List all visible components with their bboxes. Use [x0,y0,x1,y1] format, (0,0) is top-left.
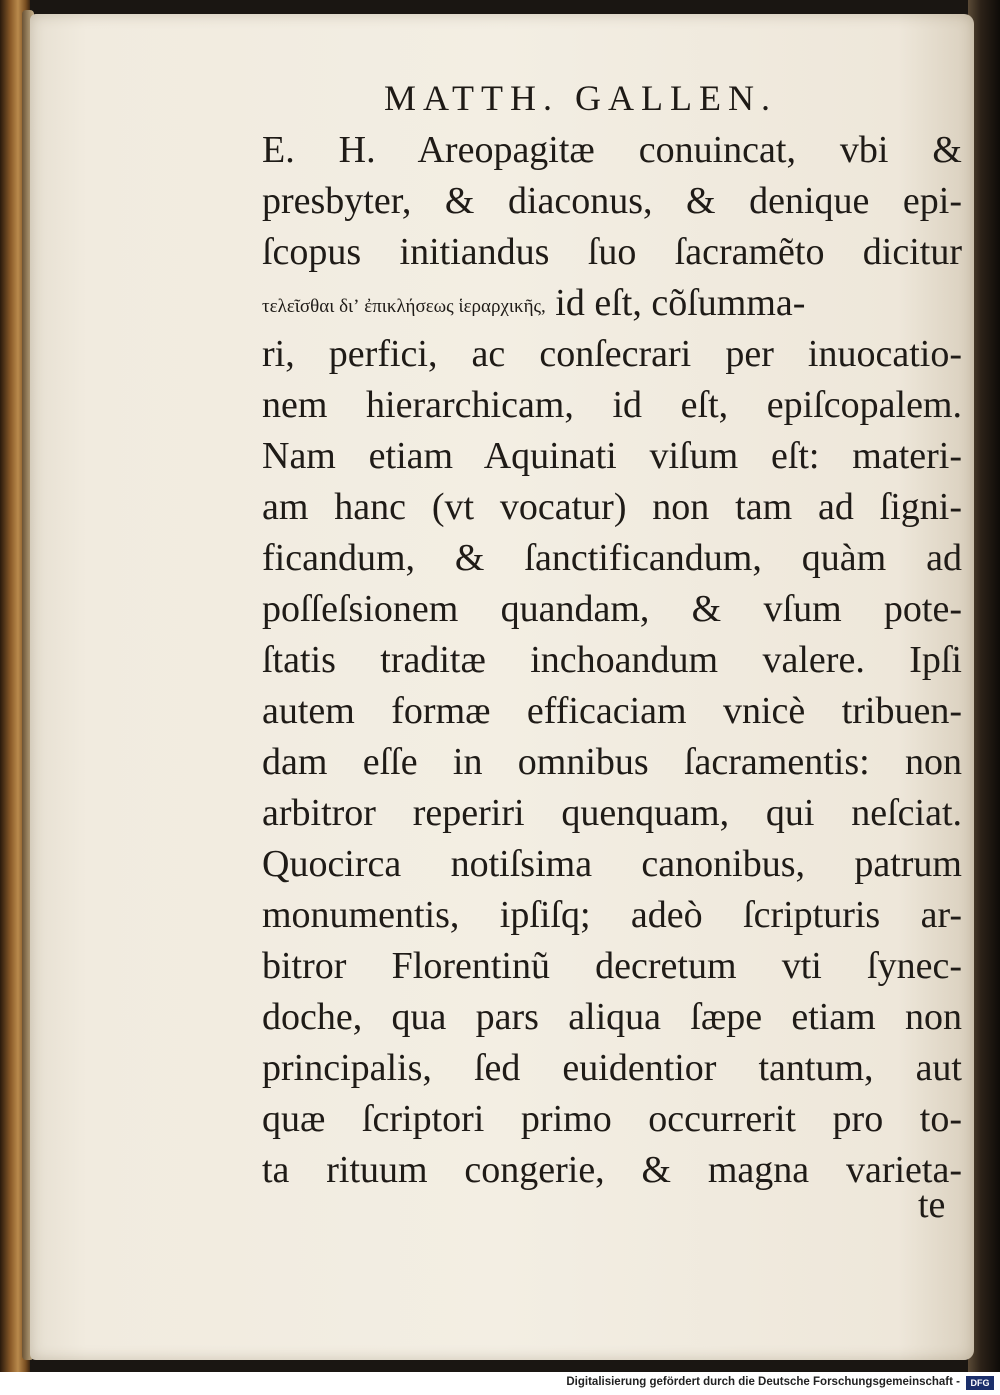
footer-bar [0,1372,1000,1395]
dfg-logo: DFG [966,1376,994,1390]
catchword: te [918,1184,946,1226]
funding-credit: Digitalisierung gefördert durch die Deutsche Forschungsgemeinschaft - [566,1376,960,1388]
text-line: arbitror reperiri quenquam, qui neſciat. [262,792,962,834]
text-line: ta rituum congerie, & magna varieta- [262,1149,962,1191]
latin-continuation: id eſt, cõſumma- [545,282,806,324]
text-line: ſcopus initiandus ſuo ſacramẽto dicitur [262,231,962,273]
text-line: am hanc (vt vocatur) non tam ad ſigni- [262,486,962,528]
text-line-greek [262,278,962,329]
text-line: doche, qua pars aliqua ſæpe etiam non [262,996,962,1038]
text-line: monumentis, ipſiſq; adeò ſcripturis ar- [262,894,962,936]
text-line: E. H. Areopagitæ conuincat, vbi & [262,129,962,171]
running-head: MATTH. GALLEN. [384,78,777,118]
text-line: bitror Florentinũ decretum vti ſynec- [262,945,962,987]
text-line: ſtatis traditæ inchoandum valere. Ipſi [262,639,962,681]
text-line: Nam etiam Aquinati viſum eſt: materi- [262,435,962,477]
body-text [262,125,962,1196]
text-line: quæ ſcriptori primo occurrerit pro to- [262,1098,962,1140]
greek-phrase: τελεῖσθαι διʼ ἐπικλήσεως ἱεραρχικῆς, [262,295,546,317]
text-line: ficandum, & ſanctificandum, quàm ad [262,537,962,579]
text-line: presbyter, & diaconus, & denique epi- [262,180,962,222]
text-line: poſſeſsionem quandam, & vſum pote- [262,588,962,630]
text-line: Quocirca notiſsima canonibus, patrum [262,843,962,885]
text-line: principalis, ſed euidentior tantum, aut [262,1047,962,1089]
text-line: autem formæ efficaciam vnicè tribuen- [262,690,962,732]
text-line: nem hierarchicam, id eſt, epiſcopalem. [262,384,962,426]
text-line: dam eſſe in omnibus ſacramentis: non [262,741,962,783]
text-line: ri, perfici, ac conſecrari per inuocatio- [262,333,962,375]
